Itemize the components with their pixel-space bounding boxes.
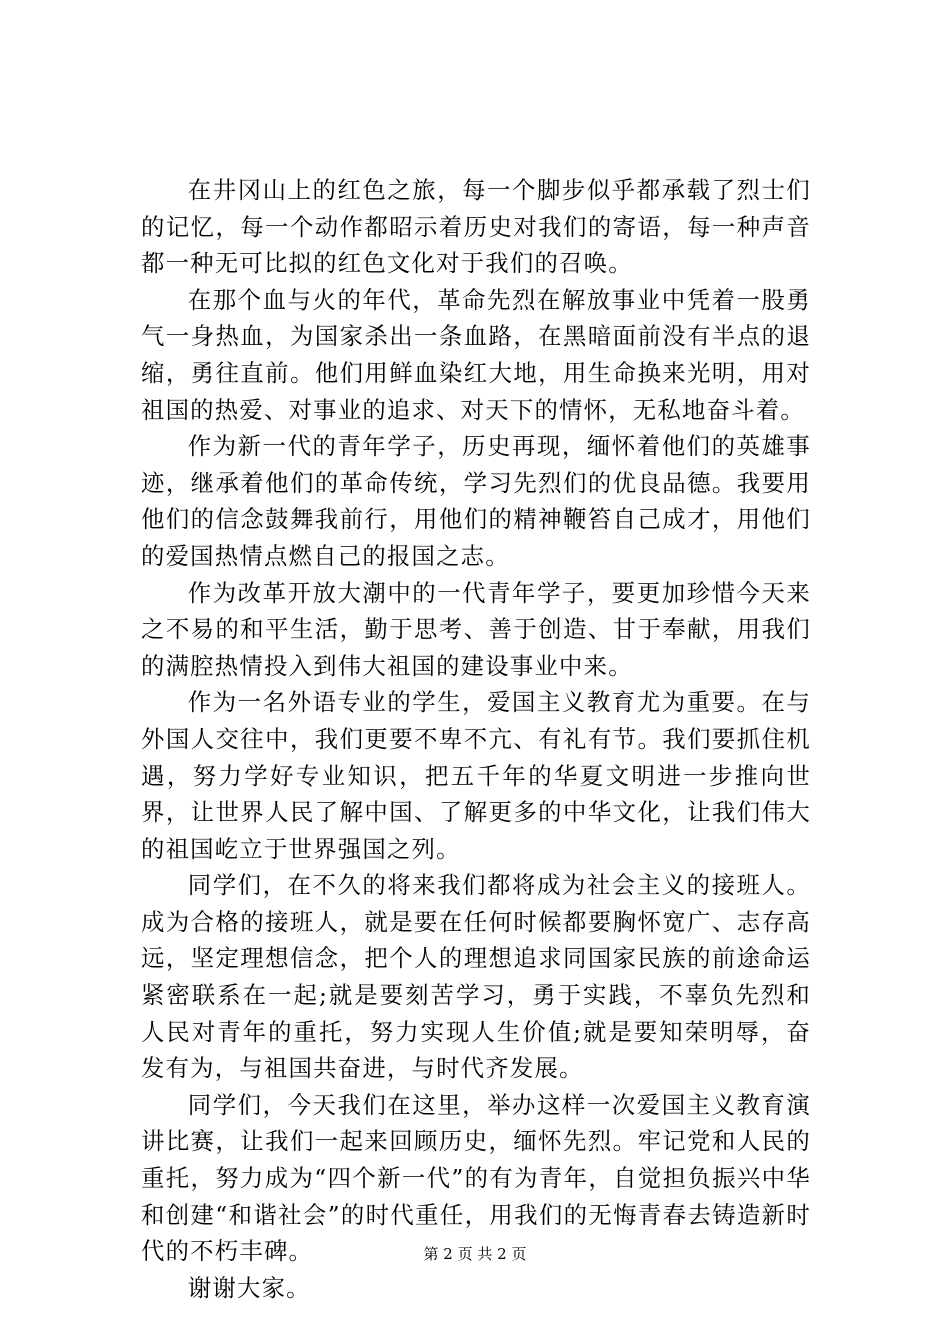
paragraph: 同学们，今天我们在这里，举办这样一次爱国主义教育演讲比赛，让我们一起来回顾历史，缅怀先烈。牢记党和人民的重托，努力成为“四个新一代”的有为青年，自觉担负振兴中华和创建“和谐社会”的时代重任，用我们的无悔青春去铸造新时代的不朽丰碑。 xyxy=(141,1090,811,1266)
page-number: 第 2 页 共 2 页 xyxy=(423,1245,527,1263)
paragraph: 在那个血与火的年代，革命先烈在解放事业中凭着一股勇气一身热血，为国家杀出一条血路，在黑暗面前没有半点的退缩，勇往直前。他们用鲜血染红大地，用生命换来光明，用对祖国的热爱、对事业的追求、对天下的情怀，无私地奋斗着。 xyxy=(141,285,811,424)
page-footer xyxy=(0,1243,950,1265)
paragraph: 在井冈山上的红色之旅，每一个脚步似乎都承载了烈士们的记忆，每一个动作都昭示着历史对我们的寄语，每一种声音都一种无可比拟的红色文化对于我们的召唤。 xyxy=(141,176,811,278)
paragraph: 作为改革开放大潮中的一代青年学子，要更加珍惜今天来之不易的和平生活，勤于思考、善于创造、甘于奉献，用我们的满腔热情投入到伟大祖国的建设事业中来。 xyxy=(141,578,811,680)
paragraph: 作为一名外语专业的学生，爱国主义教育尤为重要。在与外国人交往中，我们更要不卑不亢、有礼有节。我们要抓住机遇，努力学好专业知识，把五千年的华夏文明进一步推向世界，让世界人民了解中国、了解更多的中华文化，让我们伟大的祖国屹立于世界强国之列。 xyxy=(141,688,811,863)
paragraph: 谢谢大家。 xyxy=(187,1273,311,1302)
paragraph: 作为新一代的青年学子，历史再现，缅怀着他们的英雄事迹，继承着他们的革命传统，学习先烈们的优良品德。我要用他们的信念鼓舞我前行，用他们的精神鞭笞自己成才，用他们的爱国热情点燃自己的报国之志。 xyxy=(141,432,811,570)
paragraph: 同学们，在不久的将来我们都将成为社会主义的接班人。成为合格的接班人，就是要在任何时候都要胸怀宽广、志存高远，坚定理想信念，把个人的理想追求同国家民族的前途命运紧密联系在一起;就是要刻苦学习，勇于实践，不辜负先烈和人民对青年的重托，努力实现人生价值;就是要知荣明辱，奋发有为，与祖国共奋进，与时代齐发展。 xyxy=(141,871,811,1083)
document-body xyxy=(141,172,811,1306)
